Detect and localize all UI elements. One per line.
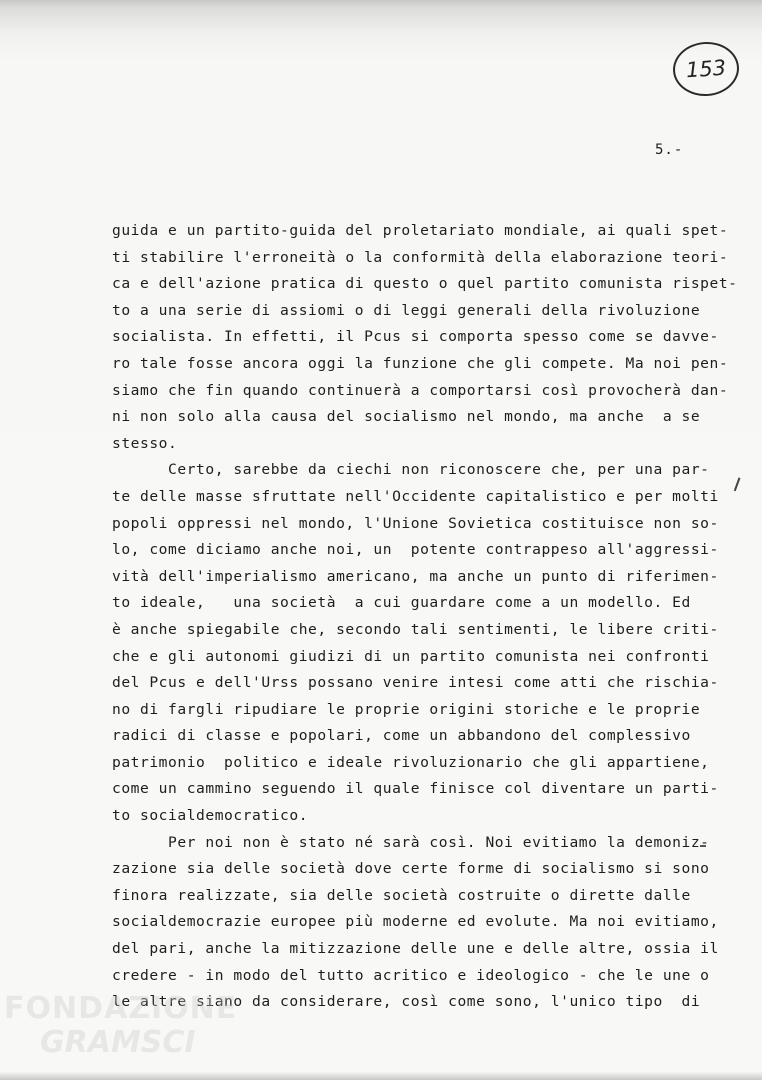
text-line: patrimonio politico e ideale rivoluzionario che gli appartiene, bbox=[112, 753, 710, 771]
margin-pen-mark bbox=[700, 845, 706, 850]
body-text bbox=[112, 218, 738, 1016]
page-marker: 5.- bbox=[655, 142, 684, 158]
text-line: ti stabilire l'erroneità o la conformità della elaborazione teori- bbox=[112, 248, 729, 266]
scan-bottom-edge bbox=[0, 1072, 762, 1080]
text-line: to ideale, una società a cui guardare come a un modello. Ed bbox=[112, 594, 691, 612]
text-line: lo, come diciamo anche noi, un potente contrappeso all'aggressi- bbox=[112, 541, 719, 559]
text-line: vità dell'imperialismo americano, ma anche un punto di riferimen- bbox=[112, 567, 719, 585]
archive-stamp bbox=[671, 40, 741, 98]
text-line: come un cammino seguendo il quale finisce col diventare un parti- bbox=[112, 780, 719, 798]
watermark-line-2: GRAMSCI bbox=[40, 1025, 196, 1060]
text-line: guida e un partito-guida del proletariato mondiale, ai quali spet- bbox=[112, 222, 729, 239]
margin-pen-mark bbox=[734, 477, 744, 492]
archive-stamp-number: 153 bbox=[685, 55, 727, 83]
text-line: del pari, anche la mitizzazione delle une e delle altre, ossia il bbox=[112, 940, 719, 958]
text-line: no di fargli ripudiare le proprie origini storiche e le proprie bbox=[112, 700, 701, 718]
text-line: è anche spiegabile che, secondo tali sentimenti, le libere criti- bbox=[112, 620, 719, 638]
text-line: to a una serie di assiomi o di leggi generali della rivoluzione bbox=[112, 301, 701, 319]
text-line: zazione sia delle società dove certe forme di socialismo si sono bbox=[112, 860, 710, 878]
text-line: finora realizzate, sia delle società costruite o dirette dalle bbox=[112, 886, 691, 904]
scan-top-edge bbox=[0, 0, 762, 30]
text-line: Certo, sarebbe da ciechi non riconoscere che, per una par- bbox=[112, 461, 710, 479]
text-line: ro tale fosse ancora oggi la funzione che gli compete. Ma noi pen- bbox=[112, 354, 729, 372]
text-line: che e gli autonomi giudizi di un partito comunista nei confronti bbox=[112, 647, 710, 665]
text-line: siamo che fin quando continuerà a comportarsi così provocherà dan- bbox=[112, 381, 729, 399]
text-line: le altre siano da considerare, così come sono, l'unico tipo di bbox=[112, 993, 701, 1011]
text-line: ca e dell'azione pratica di questo o quel partito comunista rispet- bbox=[112, 275, 738, 293]
text-line: socialista. In effetti, il Pcus si comporta spesso come se davve- bbox=[112, 328, 719, 346]
text-line: radici di classe e popolari, come un abbandono del complessivo bbox=[112, 727, 691, 745]
text-line: ni non solo alla causa del socialismo nel mondo, ma anche a se bbox=[112, 408, 701, 426]
watermark-line-1: FONDAZIONE bbox=[4, 991, 238, 1026]
text-line: Per noi non è stato né sarà così. Noi evitiamo la demoniz- bbox=[112, 833, 710, 851]
text-line: popoli oppressi nel mondo, l'Unione Sovietica costituisce non so- bbox=[112, 514, 719, 532]
archive-watermark bbox=[4, 992, 237, 1060]
text-line: del Pcus e dell'Urss possano venire intesi come atti che rischia- bbox=[112, 674, 719, 692]
text-line: to socialdemocratico. bbox=[112, 807, 309, 825]
text-line: credere - in modo del tutto acritico e ideologico - che le une o bbox=[112, 966, 710, 984]
text-line: stesso. bbox=[112, 434, 178, 452]
text-line: socialdemocrazie europee più moderne ed evolute. Ma noi evitiamo, bbox=[112, 913, 719, 931]
text-line: te delle masse sfruttate nell'Occidente capitalistico e per molti bbox=[112, 487, 719, 505]
